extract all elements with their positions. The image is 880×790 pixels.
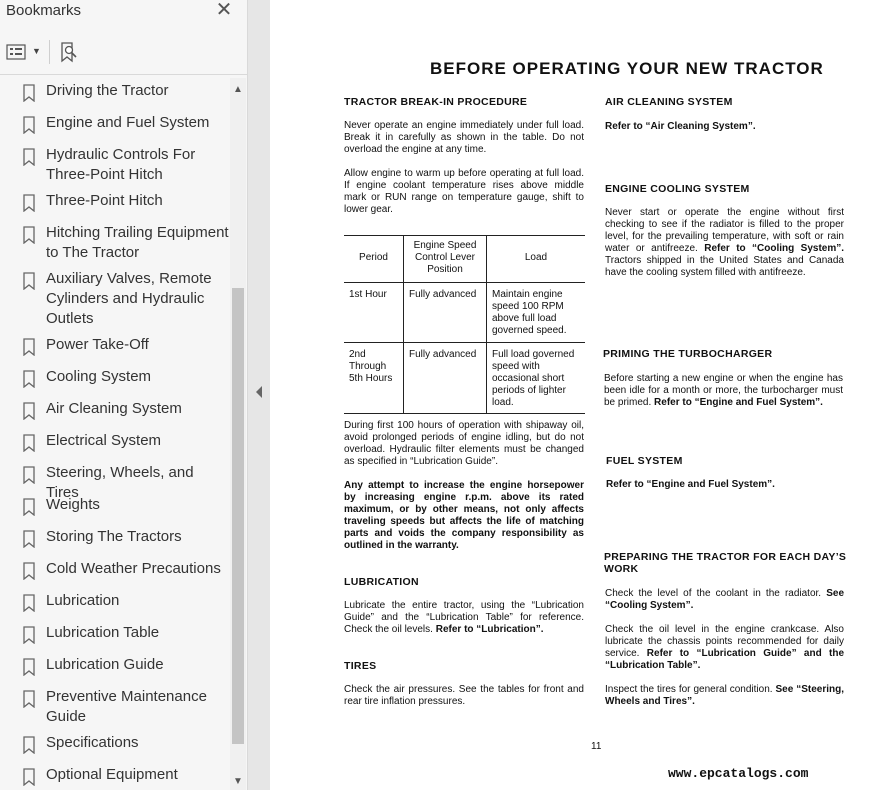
prep-ref-3: See “Steering, Wheels and Tires”.	[605, 684, 844, 707]
air-cleaning-ref: Refer to “Air Cleaning System”.	[605, 121, 756, 132]
bookmark-label: Optional Equipment	[46, 766, 178, 783]
table-header-load: Load	[524, 252, 548, 263]
bookmark-label: Lubrication Guide	[46, 656, 164, 673]
bookmark-icon	[22, 736, 36, 754]
cooling-text-2: Tractors shipped in the United States and Canada have the cooling system filled with antifreeze.	[605, 255, 844, 278]
collapse-panel-icon[interactable]	[256, 386, 262, 398]
bookmark-label: Weights	[46, 496, 100, 513]
watermark-text: www.epcatalogs.com	[668, 766, 809, 781]
bookmark-icon	[22, 530, 36, 548]
options-button[interactable]	[6, 42, 42, 62]
bookmark-label: Preventive Maintenance Guide	[46, 688, 207, 725]
bookmark-scrollbar[interactable]	[230, 78, 246, 790]
find-bookmark-button[interactable]	[58, 41, 80, 63]
table-cell: Maintain engine speed 100 RPM above full load governed speed.	[492, 289, 567, 336]
bookmark-icon	[22, 768, 36, 786]
bookmark-label: Storing The Tractors	[46, 528, 182, 545]
bookmarks-toolbar	[0, 30, 247, 75]
after-table-paragraph: During first 100 hours of operation with shipaway oil, avoid prolonged periods of engine idling, but do not overload. Hydraulic filter elements must be changed as specified in “Lubrication Guide”.	[344, 420, 584, 467]
cooling-text: Never start or operate the engine without first checking to see if the radiator is filled to the proper level, for the prevailing temperature, with soft or rain water or antifreeze.	[605, 207, 844, 254]
bookmark-list	[0, 78, 230, 790]
bookmark-icon	[22, 498, 36, 516]
breakin-paragraph-1: Never operate an engine immediately under full load. Break it in carefully as shown in the table. Do not overload the engine at any time.	[344, 120, 584, 155]
prep-ref-2: Refer to “Lubrication Guide” and the “Lubrication Table”.	[605, 648, 845, 671]
heading-fuel: FUEL SYSTEM	[606, 455, 683, 467]
close-icon[interactable]: ✕	[215, 0, 233, 21]
bookmark-label: Steering, Wheels, and Tires	[46, 464, 194, 501]
heading-engine-cooling: ENGINE COOLING SYSTEM	[605, 183, 750, 195]
bookmark-icon	[22, 402, 36, 420]
heading-tires: TIRES	[344, 660, 377, 672]
bookmark-icon	[22, 434, 36, 452]
page-number: 11	[591, 741, 602, 752]
bookmark-label: Hydraulic Controls For Three-Point Hitch	[46, 146, 196, 183]
turbo-paragraph	[604, 373, 843, 409]
heading-break-in: TRACTOR BREAK-IN PROCEDURE	[344, 96, 528, 108]
breakin-paragraph-2: Allow engine to warm up before operating at full load. If engine coolant temperature rises above middle mark or RUN range on temperature gauge, shift to lower gear.	[344, 168, 584, 215]
bookmark-label: Specifications	[46, 734, 139, 751]
lubrication-ref: Refer to “Lubrication”.	[435, 624, 544, 635]
table-cell: Fully advanced	[409, 349, 477, 360]
bookmark-icon	[22, 272, 36, 290]
prep-paragraph-1	[605, 588, 844, 612]
bookmark-icon	[22, 690, 36, 708]
toolbar-divider	[49, 40, 50, 64]
tires-paragraph: Check the air pressures. See the tables for front and rear tire inflation pressures.	[344, 684, 584, 707]
find-bookmark-icon	[58, 41, 80, 63]
chevron-down-icon: ▼	[32, 46, 41, 56]
bookmark-label: Power Take-Off	[46, 336, 149, 353]
lubrication-text: Lubricate the entire tractor, using the “Lubrication Guide” and the “Lubrication Table” for reference. Check the oil levels.	[344, 600, 584, 635]
turbo-ref: Refer to “Engine and Fuel System”.	[654, 397, 823, 408]
bookmark-icon	[22, 148, 36, 166]
warning-paragraph: Any attempt to increase the engine horsepower by increasing engine r.p.m. above its rated maximum, or by other means, not only affects traveling speeds but affects the life of matching parts and voids the company responsibility as outlined in the warranty.	[344, 480, 584, 551]
bookmark-icon	[22, 370, 36, 388]
lubrication-paragraph	[344, 600, 584, 636]
bookmark-label: Lubrication	[46, 592, 120, 609]
bookmark-icon	[22, 338, 36, 356]
bookmark-label: Auxiliary Valves, Remote Cylinders and Hydraulic Outlets	[46, 270, 212, 327]
table-cell: Full load governed speed with occasional short periods of lighter load.	[492, 349, 575, 408]
bookmark-label: Engine and Fuel System	[46, 114, 210, 131]
bookmark-label: Hitching Trailing Equipment to The Tractor	[46, 224, 229, 261]
fuel-ref: Refer to “Engine and Fuel System”.	[606, 479, 775, 490]
bookmark-label: Air Cleaning System	[46, 400, 182, 417]
bookmark-label: Cooling System	[46, 368, 152, 385]
bookmark-label: Electrical System	[46, 432, 162, 449]
panel-title: Bookmarks	[6, 2, 82, 19]
prep-ref-1: See “Cooling System”.	[605, 588, 845, 611]
heading-turbo: PRIMING THE TURBOCHARGER	[603, 348, 773, 360]
bookmarks-panel	[0, 0, 248, 790]
heading-air-cleaning: AIR CLEANING SYSTEM	[605, 96, 733, 108]
cooling-paragraph	[605, 207, 844, 279]
break-in-table	[344, 235, 585, 414]
list-options-icon	[6, 44, 26, 60]
bookmark-icon	[22, 84, 36, 102]
bookmark-icon	[22, 594, 36, 612]
prep-paragraph-3	[605, 684, 844, 708]
bookmark-icon	[22, 562, 36, 580]
table-header-period: Period	[359, 252, 388, 263]
heading-prep: PREPARING THE TRACTOR FOR EACH DAY’S WORK	[604, 551, 847, 575]
table-cell: 2nd Through 5th Hours	[349, 349, 393, 384]
table-header-lever: Engine Speed Control Lever Position	[413, 240, 477, 275]
bookmark-label: Three-Point Hitch	[46, 192, 163, 209]
document-page	[270, 0, 880, 790]
cooling-ref: Refer to “Cooling System”.	[704, 243, 845, 254]
table-cell: Fully advanced	[409, 289, 477, 300]
scrollbar-thumb[interactable]	[232, 288, 244, 744]
bookmark-label: Driving the Tractor	[46, 82, 169, 99]
prep-text-2: Check the oil level in the engine crankcase. Also lubricate the chassis points recommended for daily service.	[605, 624, 844, 659]
chevron-down-icon[interactable]: ▼	[233, 776, 243, 787]
turbo-text: Before starting a new engine or when the engine has been idle for a month or more, the turbocharger must be primed.	[604, 373, 843, 408]
bookmark-icon	[22, 116, 36, 134]
page-title: BEFORE OPERATING YOUR NEW TRACTOR	[430, 59, 824, 78]
bookmark-icon	[22, 226, 36, 244]
chevron-up-icon[interactable]: ▲	[233, 84, 243, 95]
table-cell: 1st Hour	[349, 289, 387, 300]
prep-paragraph-2	[605, 624, 844, 672]
bookmark-icon	[22, 658, 36, 676]
bookmark-label: Lubrication Table	[46, 624, 160, 641]
heading-lubrication: LUBRICATION	[344, 576, 419, 588]
bookmark-label: Cold Weather Precautions	[46, 560, 221, 577]
bookmark-icon	[22, 194, 36, 212]
prep-text-1: Check the level of the coolant in the radiator.	[605, 588, 822, 599]
bookmark-icon	[22, 466, 36, 484]
prep-text-3: Inspect the tires for general condition.	[605, 684, 773, 695]
bookmark-icon	[22, 626, 36, 644]
